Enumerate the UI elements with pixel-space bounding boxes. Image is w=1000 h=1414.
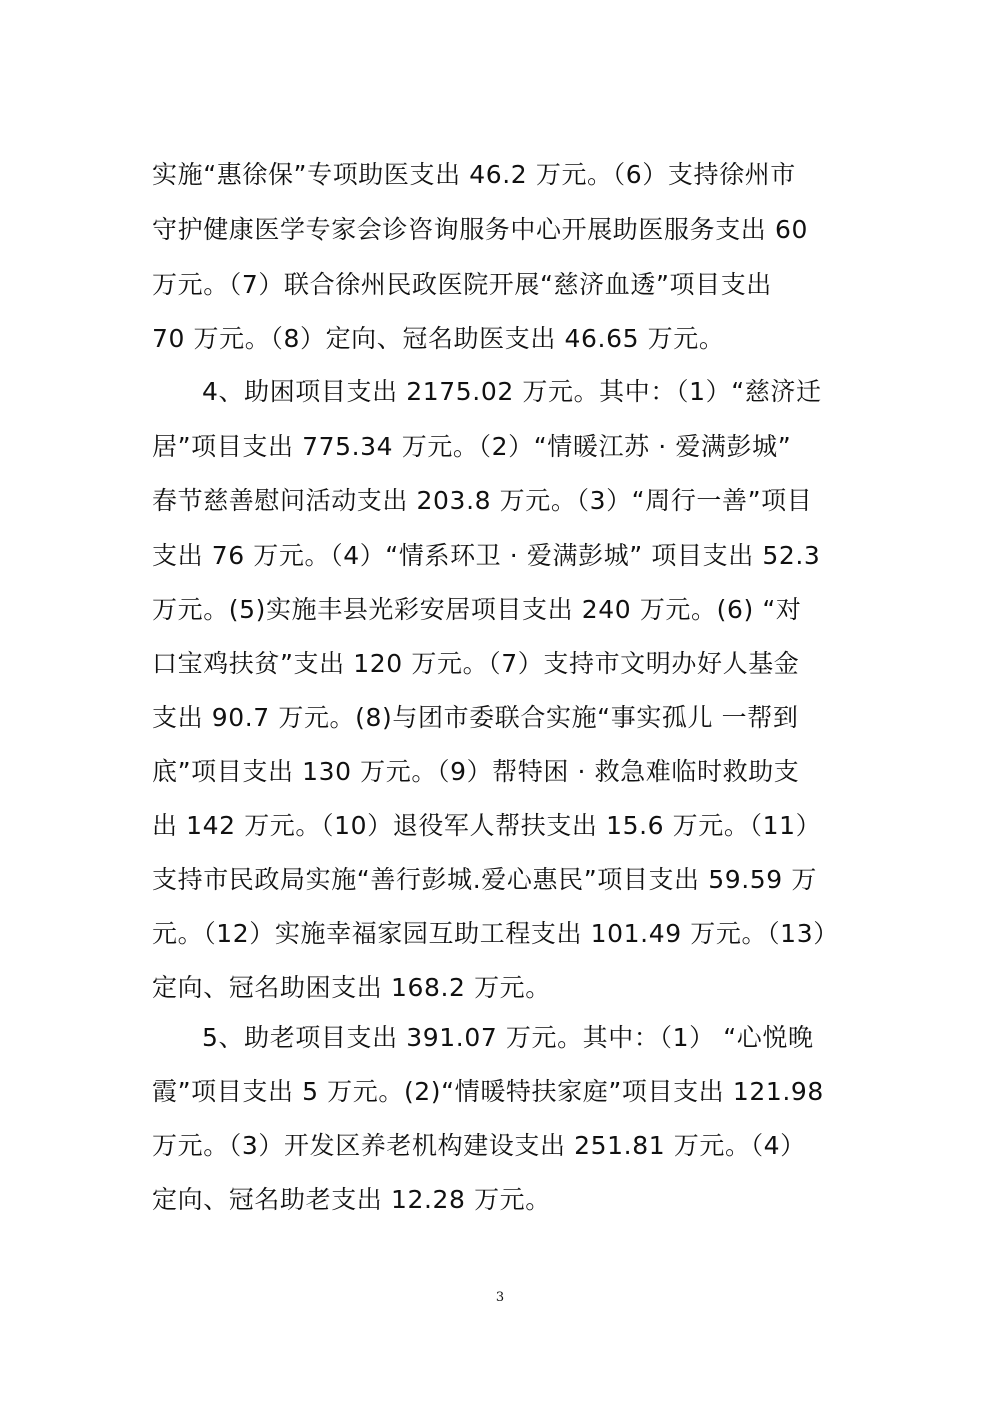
text-line: 70 万元。（8）定向、冠名助医支出 46.65 万元。 xyxy=(152,324,725,353)
text-line: 守护健康医学专家会诊咨询服务中心开展助医服务支出 60 xyxy=(152,215,808,244)
paragraph-4-start: 4、助困项目支出 2175.02 万元。其中：（1）“慈济迁 xyxy=(202,377,822,406)
text-line: 春节慈善慰问活动支出 203.8 万元。（3）“周行一善”项目 xyxy=(152,486,813,515)
text-line: 支出 90.7 万元。(8)与团市委联合实施“事实孤儿 一帮到 xyxy=(152,703,799,732)
text-line: 支出 76 万元。（4）“情系环卫 · 爱满彭城” 项目支出 52.3 xyxy=(152,541,821,570)
paragraph-5-start: 5、助老项目支出 391.07 万元。其中：（1） “心悦晚 xyxy=(202,1023,814,1052)
text-line: 底”项目支出 130 万元。（9）帮特困 · 救急难临时救助支 xyxy=(152,757,800,786)
text-line: 霞”项目支出 5 万元。(2)“情暖特扶家庭”项目支出 121.98 xyxy=(152,1077,824,1106)
text-line: 出 142 万元。（10）退役军人帮扶支出 15.6 万元。（11） xyxy=(152,811,822,840)
text-line: 元。（12）实施幸福家园互助工程支出 101.49 万元。（13） xyxy=(152,919,839,948)
text-line: 居”项目支出 775.34 万元。（2）“情暖江苏 · 爱满彭城” xyxy=(152,432,792,461)
text-line: 万元。（7）联合徐州民政医院开展“慈济血透”项目支出 xyxy=(152,270,772,299)
page-number: 3 xyxy=(495,1290,505,1305)
text-line: 支持市民政局实施“善行彭城.爱心惠民”项目支出 59.59 万 xyxy=(152,865,817,894)
text-line: 万元。（3）开发区养老机构建设支出 251.81 万元。（4） xyxy=(152,1131,806,1160)
text-line: 定向、冠名助困支出 168.2 万元。 xyxy=(152,973,551,1002)
text-line: 实施“惠徐保”专项助医支出 46.2 万元。（6）支持徐州市 xyxy=(152,160,796,189)
text-line: 万元。(5)实施丰县光彩安居项目支出 240 万元。(6) “对 xyxy=(152,595,802,624)
text-line: 口宝鸡扶贫”支出 120 万元。（7）支持市文明办好人基金 xyxy=(152,649,800,678)
text-line: 定向、冠名助老支出 12.28 万元。 xyxy=(152,1185,551,1214)
